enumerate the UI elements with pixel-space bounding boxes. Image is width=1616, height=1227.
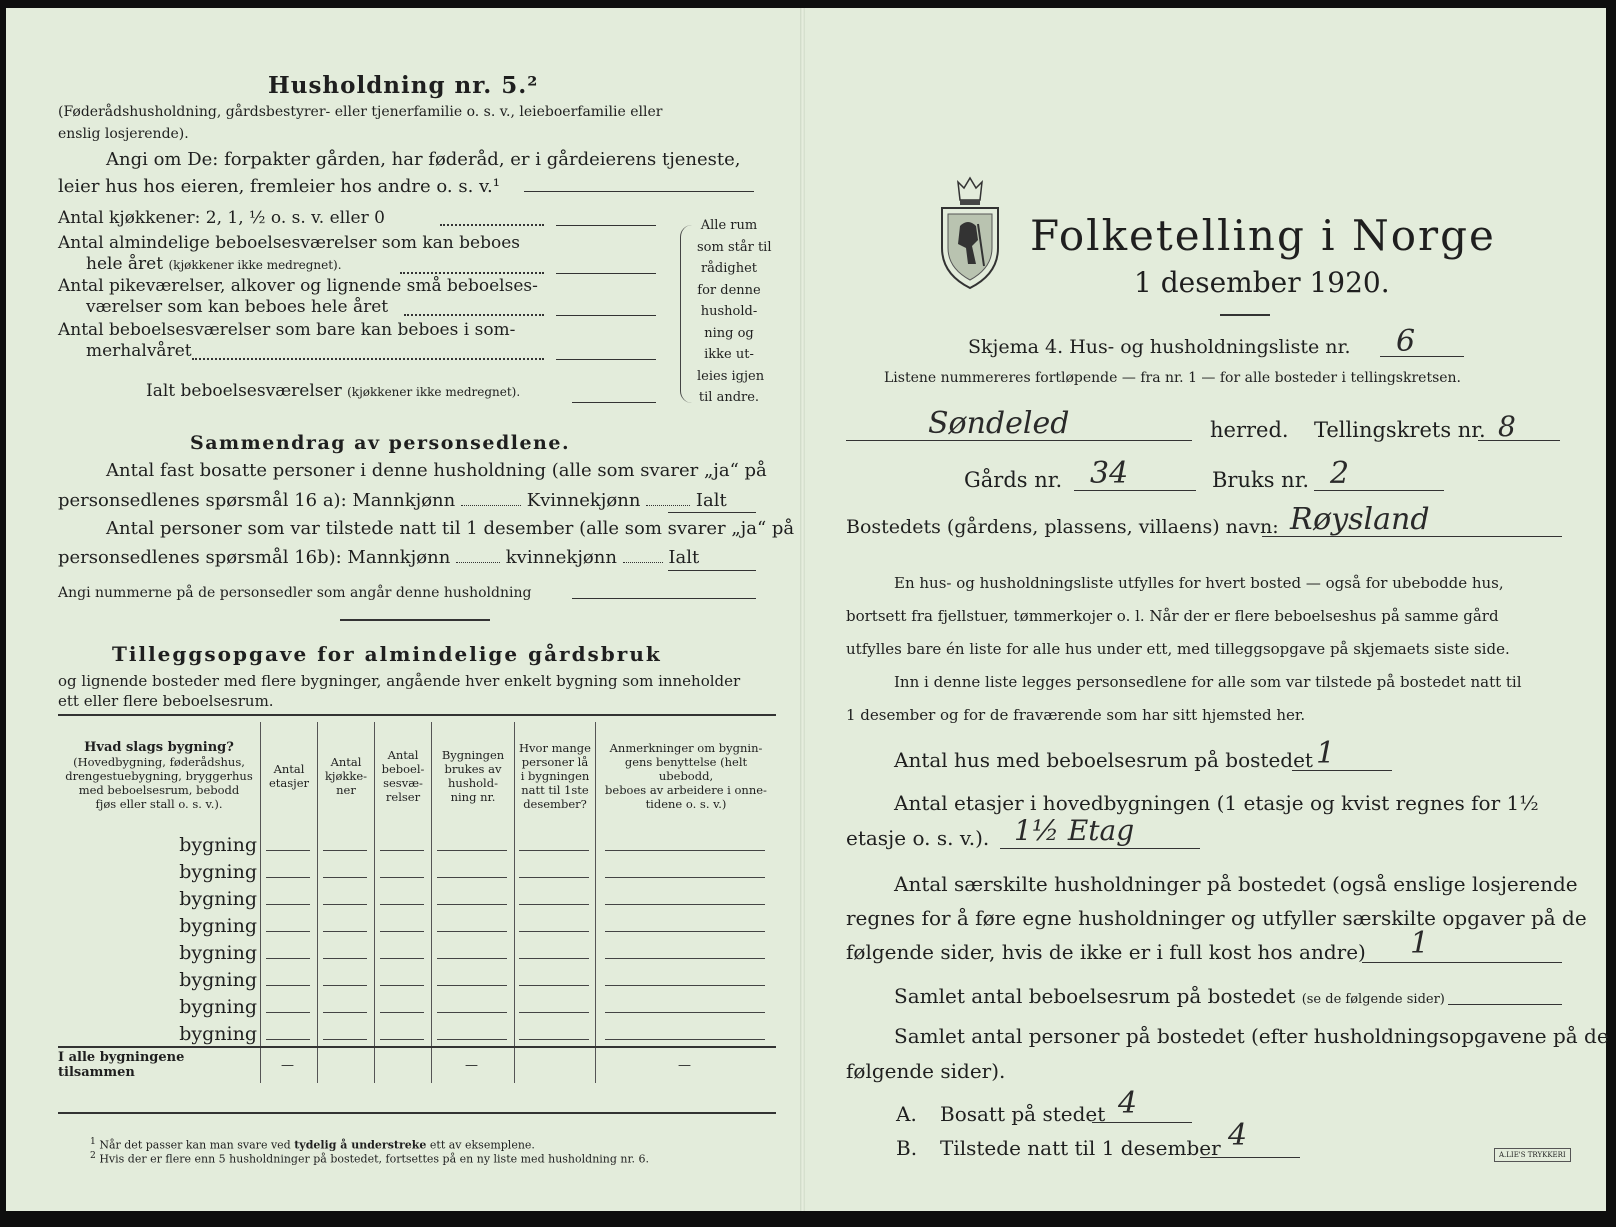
table-total-row [58, 1047, 776, 1083]
col-head-line: beboes av arbeidere i onne- [605, 783, 767, 797]
col-head-type-main: Hvad slags bygning? [84, 740, 234, 755]
fast-kvinnekjonn: Kvinnekjønn [526, 490, 641, 511]
saerskilte-line-2: regnes for å føre egne husholdninger og utfyller særskilte opgaver på de [846, 906, 1587, 930]
fast-mannkjonn: personsedlenes spørsmål 16 a): Mannkjønn [58, 490, 456, 511]
etasjer-value: 1½ Etag [1014, 814, 1135, 847]
col-head-type-sub: fjøs eller stall o. s. v.). [95, 797, 223, 811]
col-head-kjokkener [318, 722, 375, 830]
brace-note-line: for denne [697, 282, 761, 298]
etasjer-line-2: etasje o. s. v.). [846, 826, 990, 850]
col-head-line: brukes av [444, 762, 502, 776]
household-title: Husholdning nr. 5.² [268, 72, 539, 99]
tillegg-line-2: ett eller flere beboelsesrum. [58, 692, 274, 710]
a-answer [1092, 1122, 1192, 1123]
ialt-note: (kjøkkener ikke medregnet). [347, 385, 521, 399]
footnote-2-text: Hvis der er flere enn 5 husholdninger på bostedet, fortsettes på en ny liste med husholdning nr. 6. [99, 1152, 650, 1166]
pike-label-1: Antal pikeværelser, alkover og lignende små beboelses- [58, 276, 538, 296]
table-top-rule [58, 714, 776, 716]
kjokkener-label: Antal kjøkkener: 2, 1, ½ o. s. v. eller 0 [58, 208, 385, 228]
footnote-2: $^2$ Hvis der er flere enn 5 husholdninger på bostedet, fortsettes på en ny liste med husholdning nr. 6. [90, 1150, 650, 1166]
table-row [58, 857, 776, 884]
fast-ialt-answer [668, 512, 756, 513]
a-text: Bosatt på stedet [940, 1102, 1106, 1126]
col-head-line: etasjer [268, 776, 310, 790]
angi-answer-line [524, 191, 754, 192]
kjokkener-answer [556, 225, 656, 226]
brace-note-line: ikke ut- [704, 347, 754, 362]
col-head-line: hushold- [448, 776, 498, 790]
norway-coat-of-arms-icon [938, 174, 1002, 292]
sommer-answer [556, 359, 656, 360]
almindelige-label-1: Antal almindelige beboelsesværelser som kan beboes [58, 233, 520, 253]
table-row [58, 830, 776, 857]
sammendrag-title: Sammendrag av personsedlene. [190, 432, 571, 454]
ialt-answer [572, 402, 656, 403]
col-head-type-sub: drengestuebygning, bryggerhus [65, 769, 253, 783]
brace-note-line: Alle rum [700, 218, 758, 233]
col-head-type-sub: med beboelsesrum, bebodd [78, 783, 240, 797]
herred-value: Søndeled [928, 406, 1070, 441]
pike-label-2: værelser som kan beboes hele året [86, 297, 389, 317]
row-label: bygning [179, 888, 257, 910]
hus-value: 1 [1316, 736, 1336, 771]
para1-line-1: En hus- og husholdningsliste utfylles for hvert bosted — også for ubebodde hus, [894, 574, 1504, 592]
row-label: bygning [179, 834, 257, 856]
hus-label: Antal hus med beboelsesrum på bostedet [894, 748, 1313, 772]
b-label: B. [896, 1136, 918, 1160]
col-head-line: Bygningen [441, 748, 505, 762]
row-label: bygning [179, 1023, 257, 1045]
fast-line-1: Antal fast bosatte personer i denne husholdning (alle som svarer „ja“ på [106, 460, 767, 481]
brace-note-line: hushold- [700, 304, 758, 319]
household-subtitle-1: (Føderådshusholdning, gårdsbestyrer- eller tjenerfamilie o. s. v., leieboerfamilie eller [58, 104, 663, 120]
printer-stamp: A.LIE'S TRYKKERI [1494, 1148, 1571, 1162]
col-head-line: sesvæ- [383, 776, 423, 790]
para1-line-2: bortsett fra fjellstuer, tømmerkojer o. l. Når der er flere beboelseshus på samme gård [846, 607, 1499, 625]
col-head-beboelsesvaerelser [375, 722, 432, 830]
section-divider [340, 619, 490, 621]
row-label: bygning [179, 996, 257, 1018]
census-title: Folketelling i Norge [1030, 211, 1496, 260]
table-row [58, 938, 776, 965]
table-row [58, 965, 776, 992]
household-subtitle-2: enslig losjerende). [58, 126, 189, 142]
a-value: 4 [1118, 1086, 1138, 1121]
col-head-line: Anmerkninger om bygnin- [609, 741, 763, 755]
total-dash: — [432, 1047, 515, 1083]
almindelige-label-2 [86, 254, 342, 274]
table-row [58, 884, 776, 911]
brace-note-line: rådighet [700, 261, 758, 276]
saerskilte-line-3: følgende sider, hvis de ikke er i full kost hos andre) [846, 940, 1366, 964]
samlet-pers-line-1: Samlet antal personer på bostedet (efter husholdningsopgavene på de [894, 1024, 1609, 1048]
brace-note [697, 215, 772, 409]
row-label: bygning [179, 915, 257, 937]
table-row [58, 911, 776, 938]
brace-note-line: til andre. [698, 390, 760, 405]
col-head-husholdning [432, 722, 515, 830]
skjema-answer [1380, 356, 1464, 357]
a-label: A. [896, 1102, 917, 1126]
col-head-line: Antal [273, 762, 305, 776]
ialt-label [146, 381, 520, 401]
kjokkener-dots [440, 224, 544, 226]
col-head-line: beboel- [381, 762, 425, 776]
para1-line-3: utfylles bare én liste for alle hus under ett, med tilleggsopgave på skjemaets siste side. [846, 640, 1510, 658]
nummerne-label: Angi nummerne på de personsedler som angår denne husholdning [58, 585, 532, 601]
nummerne-answer [572, 598, 756, 599]
table-row [58, 1019, 776, 1047]
col-head-personer [515, 722, 596, 830]
almindelige-dots [400, 272, 544, 274]
col-head-line: ner [336, 783, 356, 797]
samlet-rum-text: Samlet antal beboelsesrum på bostedet [894, 984, 1296, 1008]
ialt-text: Ialt beboelsesværelser [146, 381, 342, 401]
sommer-dots [192, 358, 544, 360]
total-label: I alle bygningene tilsammen [58, 1047, 261, 1083]
total-dash: — [596, 1047, 777, 1083]
bostedets-value: Røysland [1290, 502, 1430, 537]
bruks-label: Bruks nr. [1212, 468, 1310, 492]
tilstede-line-2 [58, 547, 699, 568]
row-label: bygning [179, 969, 257, 991]
col-head-line: gens benyttelse (helt ubebodd, [624, 755, 748, 783]
tilstede-kvinnekjonn: kvinnekjønn [505, 547, 617, 568]
samlet-rum-note: (se de følgende sider) [1301, 992, 1445, 1007]
pike-dots [404, 314, 544, 316]
brace-note-line: ning og [704, 325, 754, 341]
buildings-table [58, 722, 776, 1083]
saerskilte-value: 1 [1410, 926, 1430, 961]
etasjer-line-1: Antal etasjer i hovedbygningen (1 etasje og kvist regnes for 1½ [894, 791, 1539, 815]
pike-answer [556, 315, 656, 316]
table-header [58, 722, 776, 830]
almindelige-note: (kjøkkener ikke medregnet). [168, 258, 342, 272]
col-head-line: ning nr. [450, 790, 496, 804]
tellingskrets-label: Tellingskrets nr. [1314, 418, 1486, 442]
fast-line-2 [58, 490, 727, 511]
tilstede-line-1: Antal personer som var tilstede natt til 1 desember (alle som svarer „ja“ på [106, 518, 795, 539]
b-answer [1200, 1157, 1300, 1158]
gards-value: 34 [1090, 456, 1129, 491]
samlet-rum-label [894, 984, 1445, 1008]
listene-note: Listene nummereres fortløpende — fra nr. 1 — for alle bosteder i tellingskretsen. [884, 370, 1462, 386]
tellingskrets-value: 8 [1498, 410, 1516, 443]
almindelige-answer [556, 273, 656, 274]
tillegg-title: Tilleggsopgave for almindelige gårdsbruk [112, 642, 662, 666]
b-value: 4 [1228, 1118, 1248, 1153]
brace-note-line: leies igjen [697, 368, 765, 384]
tillegg-line-1: og lignende bosteder med flere bygninger, angående hver enkelt bygning som inneholder [58, 672, 741, 690]
col-head-etasjer [261, 722, 318, 830]
table-row [58, 992, 776, 1019]
col-head-type-sub: (Hovedbygning, føderådshus, [73, 755, 245, 769]
census-date: 1 desember 1920. [1134, 266, 1390, 299]
para2-line-1: Inn i denne liste legges personsedlene for alle som var tilstede på bostedet natt til [894, 673, 1522, 691]
rooms-brace [680, 225, 693, 403]
skjema-line: Skjema 4. Hus- og husholdningsliste nr. [968, 336, 1351, 358]
row-label: bygning [179, 861, 257, 883]
sommer-label-2: merhalvåret [86, 341, 192, 361]
footnote-1b: tydelig å understreke [294, 1138, 427, 1152]
col-head-line: relser [385, 790, 421, 804]
tilstede-ialt: Ialt [668, 547, 700, 568]
col-head-line: i bygningen [520, 769, 590, 783]
saerskilte-line-1: Antal særskilte husholdninger på bostedet (også enslige losjerende [894, 872, 1578, 896]
col-head-line: Antal [330, 755, 362, 769]
angi-line-2: leier hus hos eieren, fremleier hos andre o. s. v.¹ [58, 176, 500, 197]
b-text: Tilstede natt til 1 desember [940, 1136, 1221, 1160]
footnote-1: $^1$ Når det passer kan man svare ved tydelig å understreke ett av eksemplene. [90, 1136, 535, 1152]
almindelige-hele-aret: hele året [86, 254, 164, 274]
saerskilte-answer [1362, 962, 1562, 963]
herred-label: herred. [1210, 418, 1289, 442]
bruks-value: 2 [1330, 456, 1350, 491]
col-head-line: desember? [523, 797, 587, 811]
brace-note-line: som står til [697, 239, 772, 255]
tilstede-mannkjonn: personsedlenes spørsmål 16b): Mannkjønn [58, 547, 451, 568]
tilstede-ialt-answer [668, 570, 756, 571]
hus-answer [1292, 770, 1392, 771]
samlet-rum-answer [1448, 1004, 1562, 1005]
sommer-label-1: Antal beboelsesværelser som bare kan beboes i som- [58, 320, 516, 340]
angi-line-1: Angi om De: forpakter gården, har føderåd, er i gårdeierens tjeneste, [106, 149, 741, 170]
footnote-1a: Når det passer kan man svare ved [99, 1138, 291, 1152]
col-head-line: kjøkke- [324, 769, 368, 783]
etasjer-answer [1000, 848, 1200, 849]
col-head-line: natt til 1ste [521, 783, 589, 797]
skjema-value: 6 [1396, 324, 1416, 359]
total-dash: — [261, 1047, 318, 1083]
tellingskrets-answer [1478, 440, 1560, 441]
col-head-line: personer lå [521, 755, 589, 769]
col-head-anmerkninger [596, 722, 777, 830]
para2-line-2: 1 desember og for de fraværende som har sitt hjemsted her. [846, 706, 1306, 724]
row-label: bygning [179, 942, 257, 964]
col-head-type [58, 722, 261, 830]
footnote-1c: ett av eksemplene. [429, 1138, 535, 1152]
col-head-line: tidene o. s. v.) [645, 797, 727, 811]
fast-ialt: Ialt [695, 490, 727, 511]
samlet-pers-line-2: følgende sider). [846, 1059, 1006, 1083]
bostedets-label: Bostedets (gårdens, plassens, villaens) navn: [846, 516, 1279, 538]
gards-label: Gårds nr. [964, 468, 1063, 492]
col-head-line: Antal [387, 748, 419, 762]
title-rule [1220, 314, 1270, 316]
table-bottom-rule [58, 1112, 776, 1114]
col-head-line: Hvor mange [519, 741, 591, 755]
page-fold [800, 8, 805, 1211]
